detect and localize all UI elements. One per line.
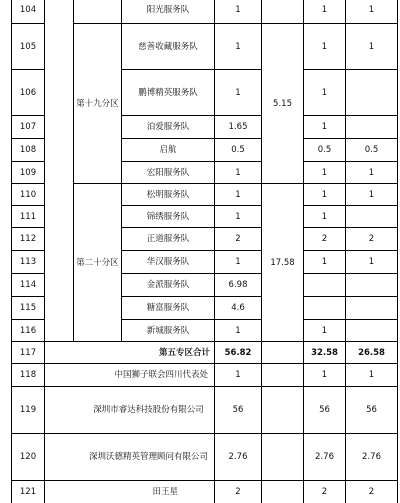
row-number: 105 bbox=[12, 24, 45, 70]
donation-table bbox=[11, 0, 398, 503]
subtotal-label: 第五专区合计 bbox=[45, 342, 215, 364]
team-name: 正道服务队 bbox=[122, 228, 215, 251]
team-name: 泊爱服务队 bbox=[122, 116, 215, 139]
team-name: 华汉服务队 bbox=[122, 251, 215, 274]
cell-value-4 bbox=[346, 206, 398, 228]
cell-value-3 bbox=[304, 297, 346, 320]
cell-value-4: 2 bbox=[346, 481, 398, 503]
team-name: 启航 bbox=[122, 139, 215, 162]
cell-value-1: 4.6 bbox=[215, 297, 262, 320]
cell-value-3: 1 bbox=[304, 24, 346, 70]
cell-value-4 bbox=[346, 320, 398, 342]
team-name: 慈善收藏服务队 bbox=[122, 24, 215, 70]
row-number: 113 bbox=[12, 251, 45, 274]
cell-value-3: 2 bbox=[304, 481, 346, 503]
cell-value-2 bbox=[262, 342, 304, 364]
cell-value-4: 56 bbox=[346, 387, 398, 434]
cell-value-4 bbox=[346, 116, 398, 139]
cell-value-4: 2 bbox=[346, 228, 398, 251]
row-number: 116 bbox=[12, 320, 45, 342]
cell-value-1: 56 bbox=[215, 387, 262, 434]
cell-value-3: 1 bbox=[304, 162, 346, 184]
cell-value-4: 0.5 bbox=[346, 139, 398, 162]
team-name: 新城服务队 bbox=[122, 320, 215, 342]
district-19-subtotal: 5.15 bbox=[262, 24, 304, 184]
cell-value-3: 2.76 bbox=[304, 434, 346, 481]
cell-value-1: 1 bbox=[215, 364, 262, 387]
district-cell bbox=[73, 0, 122, 24]
cell-value-1: 1 bbox=[215, 0, 262, 24]
cell-value-1: 1 bbox=[215, 24, 262, 70]
cell-value-4: 1 bbox=[346, 251, 398, 274]
table-row bbox=[12, 364, 398, 387]
table-row bbox=[12, 387, 398, 434]
cell-value-1: 1 bbox=[215, 320, 262, 342]
cell-value-4: 2.76 bbox=[346, 434, 398, 481]
cell-value-1: 1 bbox=[215, 162, 262, 184]
cell-value-4: 1 bbox=[346, 364, 398, 387]
cell-value-3: 56 bbox=[304, 387, 346, 434]
cell-value-4 bbox=[346, 70, 398, 116]
row-number: 111 bbox=[12, 206, 45, 228]
cell-value-2 bbox=[262, 481, 304, 503]
cell-value-3: 0.5 bbox=[304, 139, 346, 162]
cell-value-2 bbox=[262, 434, 304, 481]
cell-value-1: 0.5 bbox=[215, 139, 262, 162]
cell-value-3: 1 bbox=[304, 184, 346, 206]
row-number: 108 bbox=[12, 139, 45, 162]
cell-value-3: 1 bbox=[304, 320, 346, 342]
cell-value-3: 1 bbox=[304, 364, 346, 387]
cell-value-3: 1 bbox=[304, 116, 346, 139]
team-name: 宏阳服务队 bbox=[122, 162, 215, 184]
row-number: 121 bbox=[12, 481, 45, 503]
cell-value-1: 1.65 bbox=[215, 116, 262, 139]
cell-value-1: 1 bbox=[215, 251, 262, 274]
cell-value-1: 56.82 bbox=[215, 342, 262, 364]
row-number: 117 bbox=[12, 342, 45, 364]
cell-value-2 bbox=[262, 0, 304, 24]
table-row bbox=[12, 434, 398, 481]
cell-value-1: 2.76 bbox=[215, 434, 262, 481]
row-number: 106 bbox=[12, 70, 45, 116]
district-20-label: 第二十分区 bbox=[73, 184, 122, 342]
table-row bbox=[12, 481, 398, 503]
table-row bbox=[12, 0, 398, 24]
cell-value-3 bbox=[304, 274, 346, 297]
team-name: 糖富服务队 bbox=[122, 297, 215, 320]
cell-value-1: 2 bbox=[215, 228, 262, 251]
row-number: 120 bbox=[12, 434, 45, 481]
row-number: 114 bbox=[12, 274, 45, 297]
cell-value-3: 1 bbox=[304, 70, 346, 116]
cell-value-3: 1 bbox=[304, 206, 346, 228]
team-name: 鹏博精英服务队 bbox=[122, 70, 215, 116]
cell-value-3: 1 bbox=[304, 0, 346, 24]
row-number: 119 bbox=[12, 387, 45, 434]
cell-value-1: 1 bbox=[215, 206, 262, 228]
team-name: 阳光服务队 bbox=[122, 0, 215, 24]
cell-value-2 bbox=[262, 364, 304, 387]
team-name: 松明服务队 bbox=[122, 184, 215, 206]
row-number: 118 bbox=[12, 364, 45, 387]
donor-name: 中国狮子联会四川代表处 bbox=[45, 364, 215, 387]
cell-value-4: 1 bbox=[346, 162, 398, 184]
cell-value-3: 2 bbox=[304, 228, 346, 251]
row-number: 109 bbox=[12, 162, 45, 184]
cell-value-4: 26.58 bbox=[346, 342, 398, 364]
donor-name: 田王星 bbox=[45, 481, 215, 503]
cell-value-1: 2 bbox=[215, 481, 262, 503]
row-number: 115 bbox=[12, 297, 45, 320]
cell-value-2 bbox=[262, 387, 304, 434]
row-number: 110 bbox=[12, 184, 45, 206]
cell-value-1: 1 bbox=[215, 184, 262, 206]
cell-value-3: 32.58 bbox=[304, 342, 346, 364]
donor-name: 深圳市睿达科技股份有限公司 bbox=[45, 387, 215, 434]
row-number: 107 bbox=[12, 116, 45, 139]
cell-value-3: 1 bbox=[304, 251, 346, 274]
cell-value-4 bbox=[346, 274, 398, 297]
cell-value-4: 1 bbox=[346, 0, 398, 24]
team-name: 锦绣服务队 bbox=[122, 206, 215, 228]
row-number: 104 bbox=[12, 0, 45, 24]
cell-value-1: 6.98 bbox=[215, 274, 262, 297]
cell-value-1: 1 bbox=[215, 70, 262, 116]
cell-value-4: 1 bbox=[346, 184, 398, 206]
team-name: 金派服务队 bbox=[122, 274, 215, 297]
cell-value-4: 1 bbox=[346, 24, 398, 70]
district-20-subtotal: 17.58 bbox=[262, 184, 304, 342]
district-19-label: 第十九分区 bbox=[73, 24, 122, 184]
zone-cell bbox=[45, 0, 74, 342]
row-number: 112 bbox=[12, 228, 45, 251]
donor-name: 深圳沃德精英管理顾问有限公司 bbox=[45, 434, 215, 481]
cell-value-4 bbox=[346, 297, 398, 320]
table-row-subtotal bbox=[12, 342, 398, 364]
